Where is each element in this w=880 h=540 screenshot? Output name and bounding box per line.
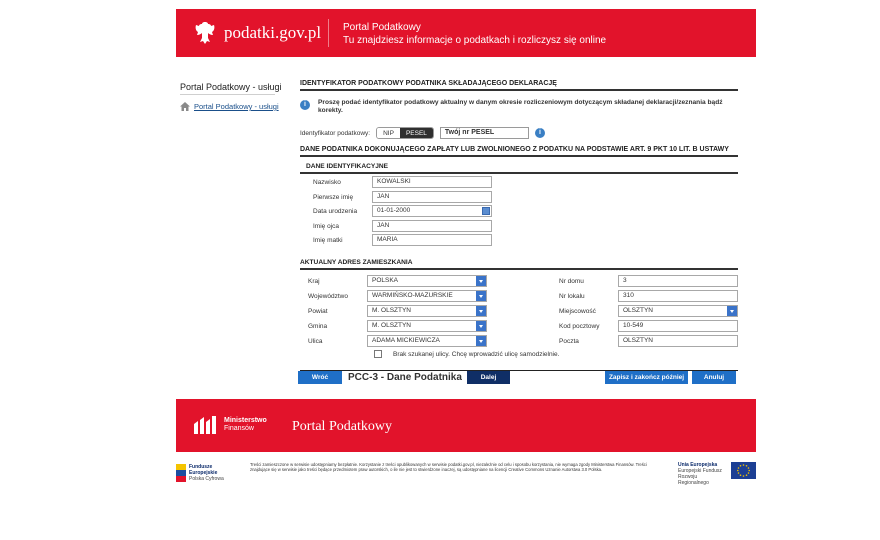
ministry-line2: Finansów: [224, 425, 254, 432]
address-row-house-number: [559, 275, 738, 287]
city-select[interactable]: [618, 305, 738, 317]
country-value: POLSKA: [372, 277, 399, 284]
header-title: Portal Podatkowy: [343, 22, 421, 33]
address-row-county: [308, 305, 487, 317]
manual-street-label: Brak szukanej ulicy. Chcę wprowadzić ulicę samodzielnie.: [393, 351, 560, 358]
postal-code-input[interactable]: 10-549: [618, 320, 738, 332]
main-content: [300, 80, 738, 174]
calendar-icon[interactable]: [482, 207, 490, 215]
street-label: Ulica: [308, 337, 323, 345]
county-label: Powiat: [308, 307, 328, 315]
sidebar-home-item[interactable]: [180, 102, 279, 111]
back-button[interactable]: Wróć: [298, 371, 342, 384]
sidebar-title: Portal Podatkowy - usługi: [180, 82, 282, 92]
identifier-info-text: Proszę podać identyfikator podatkowy aktualny w danym okresie rozliczeniowym dotyczącym składanej deklaracji/zeznania bądź korekty.: [318, 99, 723, 114]
country-label: Kraj: [308, 277, 320, 285]
father-name-input[interactable]: JAN: [372, 220, 492, 232]
field-row-father-name: [313, 220, 492, 232]
identifier-row: [300, 127, 738, 139]
postal-code-label: Kod pocztowy: [559, 322, 600, 330]
birth-date-input[interactable]: [372, 205, 492, 217]
next-button[interactable]: Dalej: [467, 371, 510, 384]
fe-logo: [176, 462, 236, 484]
ministry-name: [224, 417, 267, 433]
field-row-first-name: [313, 191, 492, 203]
commune-value: M. OLSZTYN: [372, 322, 412, 329]
chevron-down-icon: [476, 336, 486, 346]
info-icon: i: [300, 100, 310, 110]
site-name[interactable]: podatki.gov.pl: [224, 23, 322, 42]
voivodeship-select[interactable]: [367, 290, 487, 302]
fe-line3: Polska Cyfrowa: [189, 476, 224, 482]
eagle-emblem-icon: [193, 20, 217, 46]
county-value: M. OLSZTYN: [372, 307, 412, 314]
site-footer: [176, 399, 756, 452]
address-row-city: [559, 305, 738, 317]
field-row-birth-date: [313, 205, 492, 217]
county-select[interactable]: [367, 305, 487, 317]
address-row-commune: [308, 320, 487, 332]
pesel-input[interactable]: Twój nr PESEL: [440, 127, 529, 139]
city-value: OLSZTYN: [623, 307, 653, 314]
ue-line2: Europejski Fundusz: [678, 468, 722, 474]
chevron-down-icon: [476, 306, 486, 316]
post-office-input[interactable]: OLSZTYN: [618, 335, 738, 347]
city-label: Miejscowość: [559, 307, 596, 315]
cancel-button[interactable]: Anuluj: [692, 371, 736, 384]
ue-logo-text: [678, 462, 728, 486]
header-subtitle: Tu znajdziesz informacje o podatkach i rozliczysz się online: [343, 35, 607, 46]
sidebar-divider: [180, 94, 275, 95]
identifier-section-title: IDENTYFIKATOR PODATKOWY PODATNIKA SKŁADAJĄCEGO DEKLARACJĘ: [300, 80, 738, 91]
taxpayer-section-title: DANE PODATNIKA DOKONUJĄCEGO ZAPŁATY LUB ZWOLNIONEGO Z PODATKU NA PODSTAWIE ART. 9 PKT 10 LIT. B USTAWY: [300, 146, 738, 157]
mother-name-label: Imię matki: [313, 236, 343, 244]
ministry-line1: Ministerstwo: [224, 417, 267, 424]
footer-portal-name: Portal Podatkowy: [292, 419, 392, 434]
address-row-street: [308, 335, 487, 347]
fe-line1: Fundusze: [189, 464, 213, 470]
identifier-type-toggle[interactable]: [376, 127, 434, 139]
apartment-number-input[interactable]: 310: [618, 290, 738, 302]
save-and-finish-later-button[interactable]: Zapisz i zakończ później: [605, 371, 688, 384]
address-row-post-office: [559, 335, 738, 347]
street-value: ADAMA MICKIEWICZA: [372, 337, 440, 344]
street-select[interactable]: [367, 335, 487, 347]
house-number-input[interactable]: 3: [618, 275, 738, 287]
sidebar-home-link[interactable]: Portal Podatkowy - usługi: [194, 102, 279, 111]
home-icon: [180, 102, 190, 111]
apartment-number-label: Nr lokalu: [559, 292, 585, 300]
toggle-nip[interactable]: NIP: [377, 128, 400, 138]
commune-select[interactable]: [367, 320, 487, 332]
ue-line1: Unia Europejska: [678, 462, 718, 468]
field-row-mother-name: [313, 234, 492, 246]
fe-logo-icon: [176, 464, 186, 482]
voivodeship-label: Województwo: [308, 292, 348, 300]
address-section-title: AKTUALNY ADRES ZAMIESZKANIA: [300, 259, 738, 270]
chevron-down-icon: [476, 321, 486, 331]
ministry-logo-icon: [194, 416, 216, 434]
identity-subsection-title: DANE IDENTYFIKACYJNE: [300, 160, 738, 174]
header-divider: [328, 19, 329, 47]
commune-label: Gmina: [308, 322, 328, 330]
birth-date-label: Data urodzenia: [313, 207, 358, 215]
ue-line3: Rozwoju Regionalnego: [678, 474, 709, 486]
chevron-down-icon: [476, 291, 486, 301]
identifier-info: [300, 99, 738, 115]
first-name-label: Pierwsze imię: [313, 193, 354, 201]
toggle-pesel[interactable]: PESEL: [400, 128, 433, 138]
address-row-country: [308, 275, 487, 287]
address-row-apartment-number: [559, 290, 738, 302]
post-office-label: Poczta: [559, 337, 579, 345]
fe-logo-text: [189, 464, 224, 482]
father-name-label: Imię ojca: [313, 222, 340, 230]
house-number-label: Nr domu: [559, 277, 584, 285]
surname-label: Nazwisko: [313, 178, 341, 186]
site-header: [176, 9, 756, 57]
eu-flag-icon: [731, 462, 756, 479]
field-row-surname: [313, 176, 492, 188]
chevron-down-icon: [727, 306, 737, 316]
fe-line2: Europejskie: [189, 470, 218, 476]
voivodeship-value: WARMIŃSKO-MAZURSKIE: [372, 292, 453, 299]
identifier-label: Identyfikator podatkowy:: [300, 129, 371, 137]
help-icon[interactable]: i: [535, 128, 545, 138]
surname-input[interactable]: KOWALSKI: [372, 176, 492, 188]
country-select[interactable]: [367, 275, 487, 287]
first-name-input[interactable]: JAN: [372, 191, 492, 203]
address-row-postal-code: [559, 320, 738, 332]
birth-date-value: 01-01-2000: [377, 207, 411, 214]
form-title: PCC-3 - Dane Podatnika: [348, 372, 462, 383]
address-row-voivodeship: [308, 290, 487, 302]
mother-name-input[interactable]: MARIA: [372, 234, 492, 246]
legal-notice: Treści zamieszczone w serwisie udostępniamy bezpłatnie. Korzystanie z treści opublikowanych w serwisie podatki.gov.pl, niezależnie od celu i sposobu korzystania, nie wymaga zgody Ministerstwa Finansów. Treści znajdujące się w serwisie jako treści będące przedmiotem praw autorskich, o ile nie jest to stwierdzone inaczej, są udostępniane na licencji Creative Commons Uznanie Autorstwa 3.0 Polska.: [250, 462, 647, 473]
chevron-down-icon: [476, 276, 486, 286]
manual-street-checkbox[interactable]: [374, 350, 382, 358]
